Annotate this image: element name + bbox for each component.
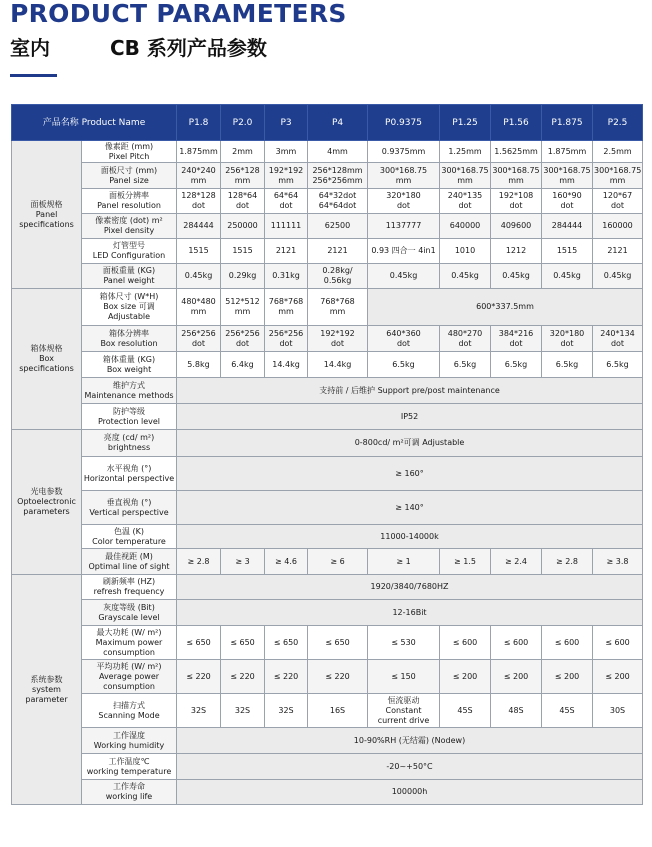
table-cell: 2.5mm bbox=[593, 141, 643, 163]
table-cell: 640000 bbox=[440, 214, 491, 239]
table-cell: 62500 bbox=[308, 214, 368, 239]
table-cell: 300*168.75 mm bbox=[542, 163, 593, 189]
table-cell: ≤ 200 bbox=[542, 660, 593, 694]
table-cell: ≤ 220 bbox=[177, 660, 221, 694]
model-header: P3 bbox=[265, 105, 308, 141]
table-cell: 256*128 mm bbox=[221, 163, 265, 189]
table-row-panel-weight bbox=[12, 264, 643, 289]
table-cell: ≤ 600 bbox=[593, 626, 643, 660]
table-cell: ≤ 650 bbox=[177, 626, 221, 660]
table-row-pitch bbox=[12, 141, 643, 163]
table-cell: 300*168.75 mm bbox=[440, 163, 491, 189]
product-name-header: 产品名称 Product Name bbox=[12, 105, 177, 141]
table-row-color-temp bbox=[12, 525, 643, 549]
table-cell: 0.28kg/ 0.56kg bbox=[308, 264, 368, 289]
table-row-temperature bbox=[12, 754, 643, 780]
table-row-scanning bbox=[12, 694, 643, 728]
table-row-humidity bbox=[12, 728, 643, 754]
row-label: 扫描方式 Scanning Mode bbox=[82, 694, 177, 728]
table-cell: 192*192 mm bbox=[265, 163, 308, 189]
row-label: 维护方式 Maintenance methods bbox=[82, 378, 177, 404]
table-cell: 2mm bbox=[221, 141, 265, 163]
table-cell: 128*128 dot bbox=[177, 189, 221, 214]
model-header: P1.8 bbox=[177, 105, 221, 141]
subtitle-series: CB 系列产品参数 bbox=[110, 36, 267, 60]
row-label: 亮度 (cd/ m²) brightness bbox=[82, 430, 177, 457]
merged-cell: IP52 bbox=[177, 404, 643, 430]
model-header: P1.25 bbox=[440, 105, 491, 141]
row-label: 防护等级 Protection level bbox=[82, 404, 177, 430]
table-cell: 14.4kg bbox=[265, 352, 308, 378]
table-row-led bbox=[12, 239, 643, 264]
table-cell: 250000 bbox=[221, 214, 265, 239]
table-cell: ≥ 2.8 bbox=[542, 549, 593, 575]
table-cell: 160*90 dot bbox=[542, 189, 593, 214]
table-cell: ≤ 200 bbox=[491, 660, 542, 694]
table-cell: 256*256 dot bbox=[177, 326, 221, 352]
model-header: P1.56 bbox=[491, 105, 542, 141]
product-parameters-table bbox=[11, 104, 643, 805]
table-cell: 0.45kg bbox=[368, 264, 440, 289]
table-cell: 32S bbox=[177, 694, 221, 728]
table-row-panel-res bbox=[12, 189, 643, 214]
table-cell: 1515 bbox=[221, 239, 265, 264]
table-cell: 0.29kg bbox=[221, 264, 265, 289]
table-cell: ≤ 150 bbox=[368, 660, 440, 694]
table-cell: 32S bbox=[265, 694, 308, 728]
row-label: 刷新频率 (HZ) refresh frequency bbox=[82, 575, 177, 600]
table-cell: 45S bbox=[542, 694, 593, 728]
table-cell: 恒流驱动 Constant current drive bbox=[368, 694, 440, 728]
table-cell: ≤ 220 bbox=[221, 660, 265, 694]
row-label: 垂直视角 (°) Vertical perspective bbox=[82, 491, 177, 525]
row-label: 箱体尺寸 (W*H) Box size 可调 Adjustable bbox=[82, 289, 177, 326]
table-cell: ≤ 220 bbox=[265, 660, 308, 694]
table-cell: 480*270 dot bbox=[440, 326, 491, 352]
table-cell: 768*768 mm bbox=[265, 289, 308, 326]
table-cell: ≤ 200 bbox=[593, 660, 643, 694]
table-cell: 1.25mm bbox=[440, 141, 491, 163]
table-cell: 240*240 mm bbox=[177, 163, 221, 189]
table-cell: 6.4kg bbox=[221, 352, 265, 378]
page-title: PRODUCT PARAMETERS bbox=[10, 0, 347, 28]
table-cell: 256*256 dot bbox=[221, 326, 265, 352]
table-cell: ≤ 530 bbox=[368, 626, 440, 660]
table-cell: 160000 bbox=[593, 214, 643, 239]
table-cell: ≥ 4.6 bbox=[265, 549, 308, 575]
table-cell: 111111 bbox=[265, 214, 308, 239]
table-cell: 3mm bbox=[265, 141, 308, 163]
table-cell: 300*168.75 mm bbox=[593, 163, 643, 189]
row-label: 工作温度℃ working temperature bbox=[82, 754, 177, 780]
table-row-v-persp bbox=[12, 491, 643, 525]
table-row-brightness bbox=[12, 430, 643, 457]
merged-cell: 10-90%RH (无结霜) (Nodew) bbox=[177, 728, 643, 754]
table-cell: 0.31kg bbox=[265, 264, 308, 289]
table-cell: 2121 bbox=[265, 239, 308, 264]
table-cell: 2121 bbox=[593, 239, 643, 264]
table-cell: 0.9375mm bbox=[368, 141, 440, 163]
table-row-density bbox=[12, 214, 643, 239]
table-cell: ≥ 1.5 bbox=[440, 549, 491, 575]
merged-cell: 1920/3840/7680HZ bbox=[177, 575, 643, 600]
merged-cell: 100000h bbox=[177, 780, 643, 805]
row-label: 色温 (K) Color temperature bbox=[82, 525, 177, 549]
row-label: 面板重量 (KG) Panel weight bbox=[82, 264, 177, 289]
table-cell: 16S bbox=[308, 694, 368, 728]
table-cell: 256*256 dot bbox=[265, 326, 308, 352]
table-cell: ≤ 650 bbox=[308, 626, 368, 660]
table-row-maintenance bbox=[12, 378, 643, 404]
table-cell: 1.875mm bbox=[542, 141, 593, 163]
table-cell: ≤ 650 bbox=[265, 626, 308, 660]
table-cell: ≤ 220 bbox=[308, 660, 368, 694]
table-cell: 128*64 dot bbox=[221, 189, 265, 214]
merged-cell: 600*337.5mm bbox=[368, 289, 643, 326]
model-header: P0.9375 bbox=[368, 105, 440, 141]
table-cell: 1.875mm bbox=[177, 141, 221, 163]
table-cell: 64*64 dot bbox=[265, 189, 308, 214]
table-cell: ≥ 1 bbox=[368, 549, 440, 575]
row-label: 灰度等级 (Bit) Grayscale level bbox=[82, 600, 177, 626]
table-cell: 240*134 dot bbox=[593, 326, 643, 352]
row-label: 面板分辨率 Panel resolution bbox=[82, 189, 177, 214]
table-cell: 300*168.75 mm bbox=[491, 163, 542, 189]
table-cell: ≤ 650 bbox=[221, 626, 265, 660]
table-cell: 0.45kg bbox=[440, 264, 491, 289]
table-cell: 409600 bbox=[491, 214, 542, 239]
table-cell: 256*128mm 256*256mm bbox=[308, 163, 368, 189]
table-row-box-weight bbox=[12, 352, 643, 378]
page-subtitle bbox=[10, 34, 267, 62]
table-row-refresh bbox=[12, 575, 643, 600]
group-label-panel: 面板规格 Panel specifications bbox=[12, 141, 82, 289]
table-cell: 6.5kg bbox=[542, 352, 593, 378]
merged-cell: ≥ 140° bbox=[177, 491, 643, 525]
row-label: 水平视角 (°) Horizontal perspective bbox=[82, 457, 177, 491]
table-row-avg-power bbox=[12, 660, 643, 694]
table-cell: 1515 bbox=[177, 239, 221, 264]
row-label: 灯管型号 LED Configuration bbox=[82, 239, 177, 264]
table-cell: 768*768 mm bbox=[308, 289, 368, 326]
merged-cell: 0-800cd/ m²可调 Adjustable bbox=[177, 430, 643, 457]
table-cell: 0.93 四合一 4in1 bbox=[368, 239, 440, 264]
table-cell: 1212 bbox=[491, 239, 542, 264]
table-cell: 0.45kg bbox=[177, 264, 221, 289]
table-cell: 512*512 mm bbox=[221, 289, 265, 326]
table-cell: 284444 bbox=[542, 214, 593, 239]
table-row-life bbox=[12, 780, 643, 805]
table-cell: 320*180 dot bbox=[542, 326, 593, 352]
row-label: 工作湿度 Working humidity bbox=[82, 728, 177, 754]
model-header: P4 bbox=[308, 105, 368, 141]
table-cell: ≥ 3 bbox=[221, 549, 265, 575]
merged-cell: ≥ 160° bbox=[177, 457, 643, 491]
table-cell: 1515 bbox=[542, 239, 593, 264]
table-row-grayscale bbox=[12, 600, 643, 626]
table-cell: 284444 bbox=[177, 214, 221, 239]
table-cell: 1010 bbox=[440, 239, 491, 264]
model-header: P2.0 bbox=[221, 105, 265, 141]
row-label: 像素密度 (dot) m² Pixel density bbox=[82, 214, 177, 239]
table-cell: 240*135 dot bbox=[440, 189, 491, 214]
table-cell: 192*108 dot bbox=[491, 189, 542, 214]
table-cell: 5.8kg bbox=[177, 352, 221, 378]
table-cell: 64*32dot 64*64dot bbox=[308, 189, 368, 214]
merged-cell: 12-16Bit bbox=[177, 600, 643, 626]
merged-cell: 11000-14000k bbox=[177, 525, 643, 549]
table-row-h-persp bbox=[12, 457, 643, 491]
table-cell: 32S bbox=[221, 694, 265, 728]
table-row-box-size bbox=[12, 289, 643, 326]
table-cell: 300*168.75 mm bbox=[368, 163, 440, 189]
table-cell: 640*360 dot bbox=[368, 326, 440, 352]
table-cell: 0.45kg bbox=[593, 264, 643, 289]
table-cell: 320*180 dot bbox=[368, 189, 440, 214]
table-cell: 14.4kg bbox=[308, 352, 368, 378]
table-cell: 4mm bbox=[308, 141, 368, 163]
table-cell: 192*192 dot bbox=[308, 326, 368, 352]
group-label-box: 箱体规格 Box specifications bbox=[12, 289, 82, 430]
table-cell: 1137777 bbox=[368, 214, 440, 239]
subtitle-indoor: 室内 bbox=[10, 36, 50, 60]
table-row-sight bbox=[12, 549, 643, 575]
table-cell: 480*480 mm bbox=[177, 289, 221, 326]
model-header: P1.875 bbox=[542, 105, 593, 141]
table-cell: 1.5625mm bbox=[491, 141, 542, 163]
group-label-system: 系统参数 system parameter bbox=[12, 575, 82, 805]
row-label: 面板尺寸 (mm) Panel size bbox=[82, 163, 177, 189]
table-cell: ≤ 600 bbox=[491, 626, 542, 660]
table-cell: ≥ 6 bbox=[308, 549, 368, 575]
table-cell: 45S bbox=[440, 694, 491, 728]
model-header: P2.5 bbox=[593, 105, 643, 141]
row-label: 最大功耗 (W/ m²) Maximum power consumption bbox=[82, 626, 177, 660]
table-cell: 6.5kg bbox=[593, 352, 643, 378]
table-cell: 0.45kg bbox=[491, 264, 542, 289]
table-cell: ≤ 600 bbox=[542, 626, 593, 660]
row-label: 箱体重量 (KG) Box weight bbox=[82, 352, 177, 378]
row-label: 箱体分辨率 Box resolution bbox=[82, 326, 177, 352]
table-row-panel-size bbox=[12, 163, 643, 189]
table-cell: 6.5kg bbox=[368, 352, 440, 378]
table-row-box-res bbox=[12, 326, 643, 352]
table-cell: ≤ 600 bbox=[440, 626, 491, 660]
table-cell: ≥ 2.4 bbox=[491, 549, 542, 575]
merged-cell: -20~+50°C bbox=[177, 754, 643, 780]
table-cell: 0.45kg bbox=[542, 264, 593, 289]
table-cell: ≤ 200 bbox=[440, 660, 491, 694]
table-cell: 6.5kg bbox=[440, 352, 491, 378]
table-cell: 30S bbox=[593, 694, 643, 728]
row-label: 最佳视距 (M) Optimal line of sight bbox=[82, 549, 177, 575]
table-cell: ≥ 3.8 bbox=[593, 549, 643, 575]
header-row bbox=[12, 105, 643, 141]
merged-cell: 支持前 / 后维护 Support pre/post maintenance bbox=[177, 378, 643, 404]
title-underline bbox=[10, 74, 57, 77]
row-label: 工作寿命 working life bbox=[82, 780, 177, 805]
group-label-opto: 光电参数 Optoelectronic parameters bbox=[12, 430, 82, 575]
row-label: 像素距 (mm) Pixel Pitch bbox=[82, 141, 177, 163]
table-cell: 120*67 dot bbox=[593, 189, 643, 214]
table-cell: 2121 bbox=[308, 239, 368, 264]
table-row-max-power bbox=[12, 626, 643, 660]
table-cell: 6.5kg bbox=[491, 352, 542, 378]
table-cell: 48S bbox=[491, 694, 542, 728]
table-cell: 384*216 dot bbox=[491, 326, 542, 352]
table-row-protection bbox=[12, 404, 643, 430]
table-cell: ≥ 2.8 bbox=[177, 549, 221, 575]
row-label: 平均功耗 (W/ m²) Average power consumption bbox=[82, 660, 177, 694]
